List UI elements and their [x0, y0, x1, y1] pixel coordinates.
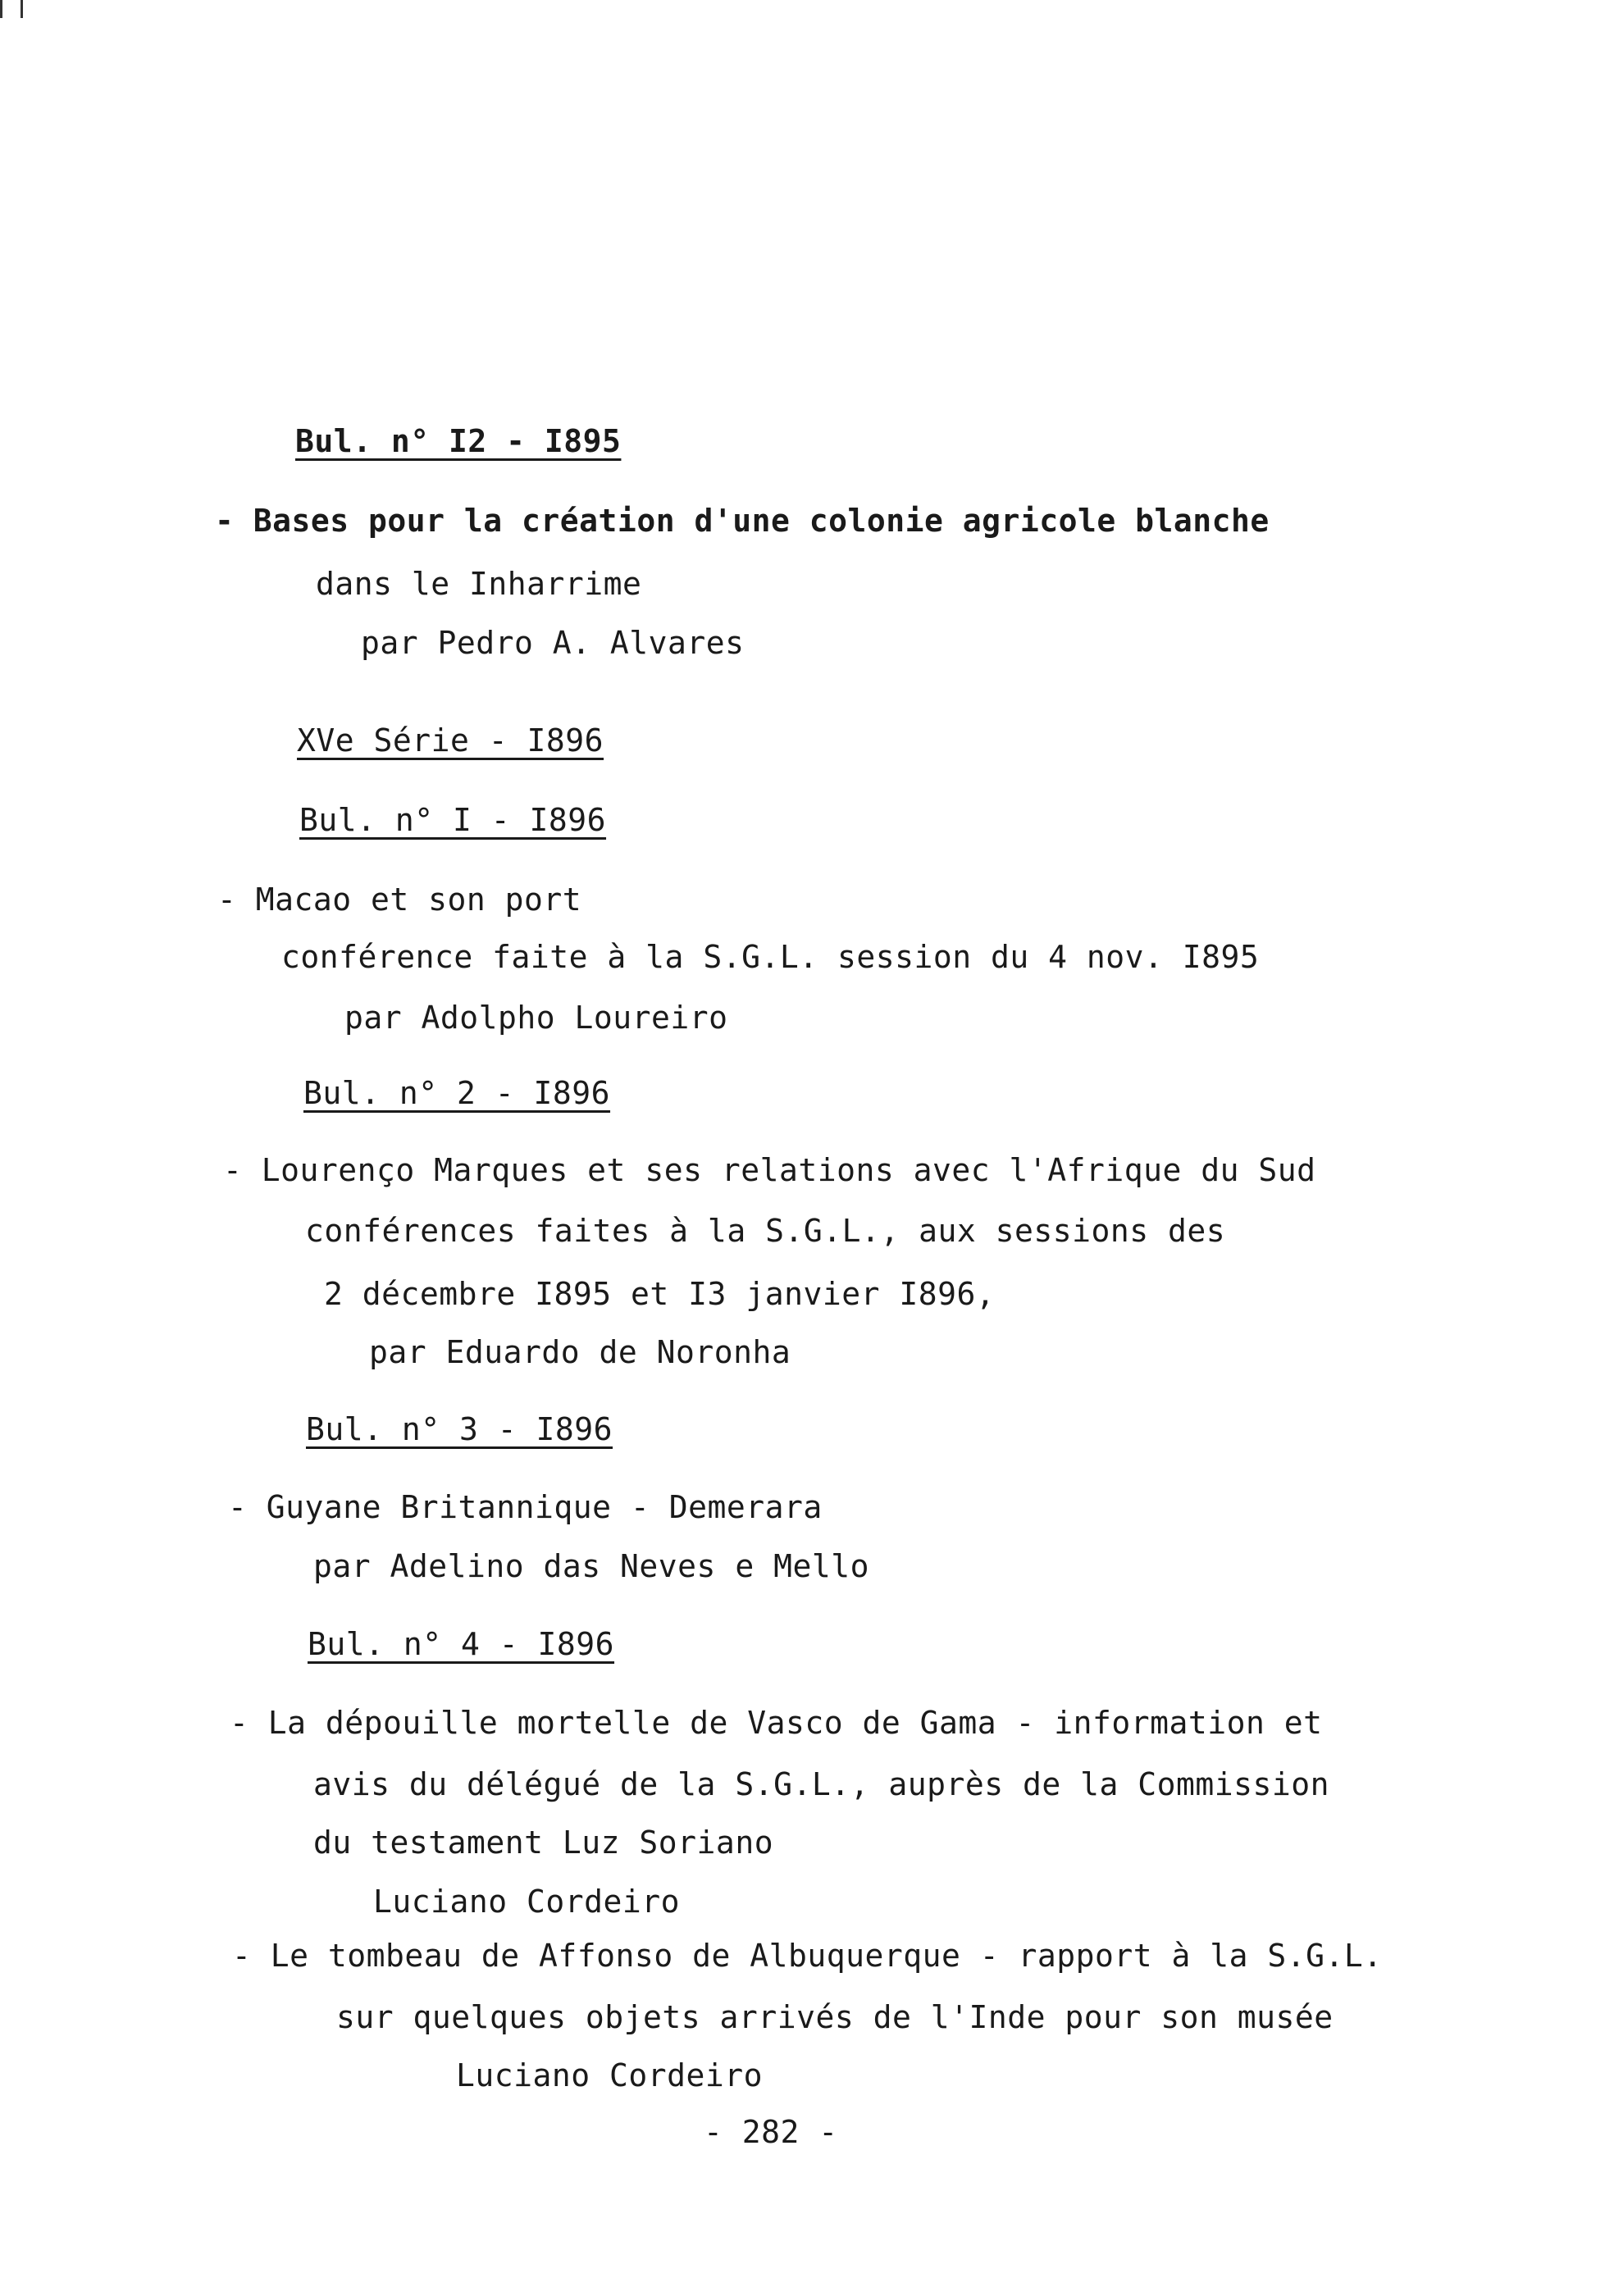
bulletin-heading: Bul. n° 2 - I896	[303, 1075, 611, 1111]
entry-author: par Adolpho Loureiro	[344, 1000, 728, 1036]
entry-text: avis du délégué de la S.G.L., auprès de la Commission	[313, 1766, 1330, 1802]
entry-text: dans le Inharrime	[316, 566, 642, 602]
entry-text: sur quelques objets arrivés de l'Inde pour son musée	[336, 1999, 1334, 2035]
series-heading: XVe Série - I896	[297, 722, 604, 758]
entry-author: par Pedro A. Alvares	[361, 625, 745, 661]
entry-title: - Bases pour la création d'une colonie agricole blanche	[215, 503, 1270, 539]
corner-mark	[0, 0, 23, 18]
entry-title: - La dépouille mortelle de Vasco de Gama - information et	[230, 1705, 1323, 1741]
entry-author: Luciano Cordeiro	[373, 1884, 681, 1920]
entry-text: du testament Luz Soriano	[313, 1824, 774, 1861]
entry-title: - Lourenço Marques et ses relations avec l'Afrique du Sud	[223, 1152, 1316, 1188]
bulletin-heading: Bul. n° I - I896	[299, 802, 607, 838]
entry-author: par Adelino das Neves e Mello	[313, 1548, 869, 1584]
entry-author: Luciano Cordeiro	[456, 2057, 764, 2093]
entry-author: par Eduardo de Noronha	[369, 1334, 791, 1370]
bulletin-heading: Bul. n° 3 - I896	[306, 1411, 613, 1447]
bulletin-heading: Bul. n° 4 - I896	[308, 1626, 615, 1662]
entry-text: conférences faites à la S.G.L., aux sessions des	[305, 1213, 1226, 1249]
entry-text: conférence faite à la S.G.L. session du 4 nov. I895	[281, 939, 1260, 975]
bulletin-heading: Bul. n° I2 - I895	[295, 423, 622, 459]
entry-text: 2 décembre I895 et I3 janvier I896,	[324, 1276, 996, 1312]
page-number: - 282 -	[704, 2114, 838, 2150]
entry-title: - Macao et son port	[217, 882, 582, 918]
entry-title: - Guyane Britannique - Demerara	[228, 1489, 823, 1525]
entry-title: - Le tombeau de Affonso de Albuquerque - rapport à la S.G.L.	[232, 1938, 1383, 1974]
